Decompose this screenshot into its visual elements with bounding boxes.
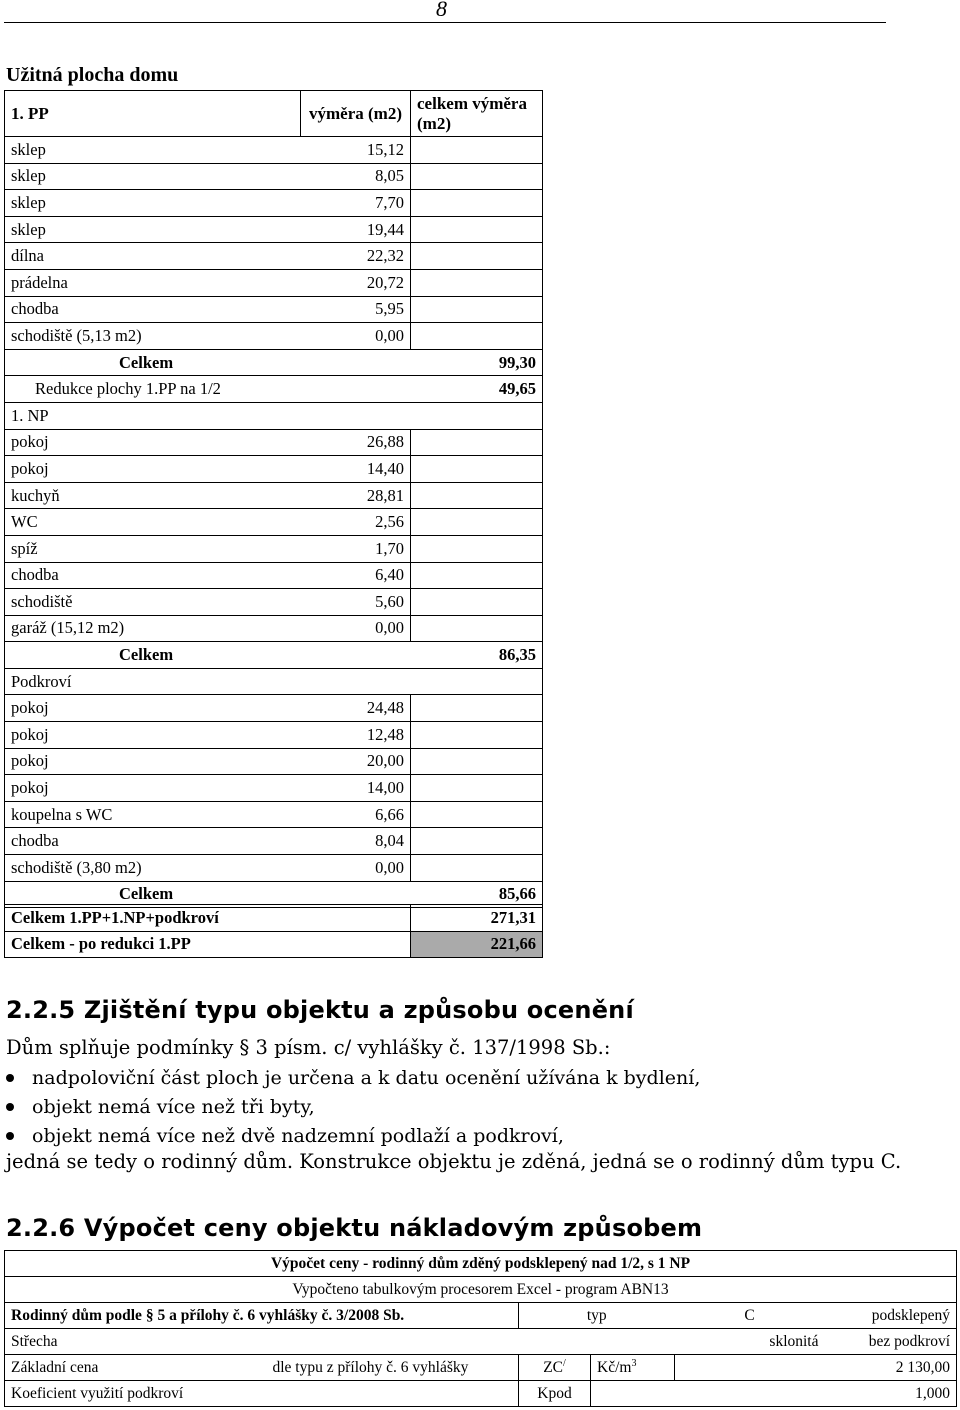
summary-reduced-value: 221,66 (411, 931, 543, 958)
room-row (5, 296, 543, 323)
room-area: 19,44 (301, 216, 411, 243)
room-area: 6,66 (301, 801, 411, 828)
room-total-cell (411, 801, 543, 828)
room-name: chodba (5, 828, 301, 855)
room-row (5, 722, 543, 749)
room-total-cell (411, 562, 543, 589)
summary-total-value: 271,31 (411, 905, 543, 932)
section-225-conclusion: jedná se tedy o rodinný dům. Konstrukce objektu je zděná, jedná se o rodinný dům typu C. (6, 1150, 902, 1173)
room-row (5, 429, 543, 456)
room-area: 6,40 (301, 562, 411, 589)
cost-row-attic-label: Koeficient využití podkroví (5, 1381, 519, 1407)
room-name: pokoj (5, 429, 301, 456)
room-row (5, 855, 543, 882)
col-total-header: celkem výměra (m2) (411, 91, 543, 137)
room-area: 7,70 (301, 190, 411, 217)
pp-reduction-label: Redukce plochy 1.PP na 1/2 (5, 376, 411, 403)
cost-table-title: Výpočet ceny - rodinný dům zděný podsklepený nad 1/2, s 1 NP (5, 1251, 957, 1277)
room-row (5, 695, 543, 722)
summary-table (4, 904, 543, 958)
room-total-cell (411, 429, 543, 456)
cost-row-base-label: Základní cena (5, 1355, 267, 1381)
room-row (5, 589, 543, 616)
cost-row-roof-c2: sklonitá (675, 1329, 825, 1355)
bullet-icon (6, 1132, 14, 1140)
room-total-cell (411, 190, 543, 217)
room-area: 20,00 (301, 748, 411, 775)
room-name: pokoj (5, 775, 301, 802)
attic-total-row-label: Celkem (5, 881, 411, 908)
room-area: 2,56 (301, 509, 411, 536)
room-row (5, 163, 543, 190)
cost-table (4, 1250, 957, 1407)
room-name: sklep (5, 216, 301, 243)
room-name: schodiště (3,80 m2) (5, 855, 301, 882)
room-row (5, 535, 543, 562)
cost-row-base-note: dle typu z přílohy č. 6 vyhlášky (267, 1355, 519, 1381)
np-total-row (5, 642, 543, 669)
room-row (5, 137, 543, 164)
header-rule (4, 22, 886, 23)
floor-label-attic-text: Podkroví (5, 668, 543, 695)
room-area: 0,00 (301, 615, 411, 642)
room-row (5, 190, 543, 217)
cost-row-attic-code: Kpod (519, 1381, 591, 1407)
criteria-item (6, 1064, 700, 1093)
room-row (5, 801, 543, 828)
room-total-cell (411, 269, 543, 296)
cost-row-base-code: ZC/ (519, 1355, 591, 1381)
cost-row-type (5, 1303, 957, 1329)
summary-reduced-row (5, 931, 543, 958)
room-name: dílna (5, 243, 301, 270)
pp-reduction-value: 49,65 (411, 376, 543, 403)
criteria-item (6, 1122, 700, 1151)
room-area: 22,32 (301, 243, 411, 270)
room-total-cell (411, 243, 543, 270)
room-row (5, 323, 543, 350)
area-table (4, 90, 543, 908)
room-total-cell (411, 828, 543, 855)
room-row (5, 456, 543, 483)
page-title: Užitná plocha domu (6, 64, 179, 86)
cost-row-type-label: Rodinný dům podle § 5 a přílohy č. 6 vyhlášky č. 3/2008 Sb. (5, 1303, 519, 1329)
room-total-cell (411, 482, 543, 509)
room-name: schodiště (5,13 m2) (5, 323, 301, 350)
room-area: 8,04 (301, 828, 411, 855)
room-name: chodba (5, 562, 301, 589)
room-total-cell (411, 323, 543, 350)
room-area: 5,95 (301, 296, 411, 323)
pp-reduction-row (5, 376, 543, 403)
np-total-row-value: 86,35 (411, 642, 543, 669)
criteria-item (6, 1093, 700, 1122)
cost-row-base-value: 2 130,00 (825, 1355, 957, 1381)
room-total-cell (411, 216, 543, 243)
cost-row-type-c3: podsklepený (825, 1303, 957, 1329)
room-row (5, 482, 543, 509)
cost-row-type-c2: C (675, 1303, 825, 1329)
page-number: 8 (436, 0, 447, 21)
section-225-intro: Dům splňuje podmínky § 3 písm. c/ vyhlášky č. 137/1998 Sb.: (6, 1036, 611, 1059)
room-name: pokoj (5, 722, 301, 749)
section-heading-225: 2.2.5 Zjištění typu objektu a způsobu ocenění (6, 996, 634, 1024)
room-area: 26,88 (301, 429, 411, 456)
room-name: koupelna s WC (5, 801, 301, 828)
room-area: 0,00 (301, 323, 411, 350)
cost-row-attic-value: 1,000 (825, 1381, 957, 1407)
cost-table-subtitle: Vypočteno tabulkovým procesorem Excel - program ABN13 (5, 1277, 957, 1303)
room-name: chodba (5, 296, 301, 323)
room-area: 12,48 (301, 722, 411, 749)
room-total-cell (411, 296, 543, 323)
section-heading-226: 2.2.6 Výpočet ceny objektu nákladovým způsobem (6, 1214, 703, 1242)
bullet-icon (6, 1074, 14, 1082)
room-area: 8,05 (301, 163, 411, 190)
room-total-cell (411, 509, 543, 536)
room-total-cell (411, 722, 543, 749)
criteria-text: nadpoloviční část ploch je určena a k datu ocenění užívána k bydlení, (32, 1067, 701, 1089)
room-name: garáž (15,12 m2) (5, 615, 301, 642)
floor-label-pp: 1. PP (5, 91, 301, 137)
room-area: 5,60 (301, 589, 411, 616)
cost-row-roof (5, 1329, 957, 1355)
cost-row-attic-coef (5, 1381, 957, 1407)
room-row (5, 562, 543, 589)
bullet-icon (6, 1103, 14, 1111)
room-name: sklep (5, 190, 301, 217)
room-row (5, 243, 543, 270)
room-row (5, 775, 543, 802)
room-name: kuchyň (5, 482, 301, 509)
room-total-cell (411, 615, 543, 642)
room-name: prádelna (5, 269, 301, 296)
room-total-cell (411, 589, 543, 616)
room-total-cell (411, 137, 543, 164)
room-name: pokoj (5, 748, 301, 775)
area-table-header (5, 91, 543, 137)
floor-label-attic (5, 668, 543, 695)
room-total-cell (411, 855, 543, 882)
floor-label-np (5, 402, 543, 429)
cost-row-base-price (5, 1355, 957, 1381)
room-row (5, 509, 543, 536)
summary-reduced-label: Celkem - po redukci 1.PP (5, 931, 411, 958)
col-area-header: výměra (m2) (301, 91, 411, 137)
room-name: spíž (5, 535, 301, 562)
room-row (5, 748, 543, 775)
pp-total-row (5, 349, 543, 376)
room-total-cell (411, 775, 543, 802)
room-name: sklep (5, 137, 301, 164)
room-area: 20,72 (301, 269, 411, 296)
room-area: 1,70 (301, 535, 411, 562)
np-total-row-label: Celkem (5, 642, 411, 669)
room-total-cell (411, 695, 543, 722)
pp-total-row-value: 99,30 (411, 349, 543, 376)
room-area: 0,00 (301, 855, 411, 882)
cost-table-title-row (5, 1251, 957, 1277)
summary-total-label: Celkem 1.PP+1.NP+podkroví (5, 905, 411, 932)
room-total-cell (411, 163, 543, 190)
pp-total-row-label: Celkem (5, 349, 411, 376)
room-area: 14,00 (301, 775, 411, 802)
cost-row-base-unit: $Kč/m^3$ (591, 1355, 675, 1381)
room-area: 15,12 (301, 137, 411, 164)
room-total-cell (411, 535, 543, 562)
cost-row-roof-label: Střecha (5, 1329, 519, 1355)
room-row (5, 216, 543, 243)
summary-total-row (5, 905, 543, 932)
room-total-cell (411, 456, 543, 483)
attic-total-row-value: 85,66 (411, 881, 543, 908)
cost-row-type-c1: typ (519, 1303, 675, 1329)
room-area: 24,48 (301, 695, 411, 722)
criteria-text: objekt nemá více než dvě nadzemní podlaží a podkroví, (32, 1125, 564, 1147)
room-row (5, 269, 543, 296)
criteria-list (6, 1064, 700, 1151)
room-row (5, 828, 543, 855)
criteria-text: objekt nemá více než tři byty, (32, 1096, 315, 1118)
room-name: WC (5, 509, 301, 536)
room-name: pokoj (5, 695, 301, 722)
room-total-cell (411, 748, 543, 775)
floor-label-np: 1. NP (5, 402, 543, 429)
room-name: schodiště (5, 589, 301, 616)
cost-row-roof-c3: bez podkroví (825, 1329, 957, 1355)
room-name: pokoj (5, 456, 301, 483)
room-name: sklep (5, 163, 301, 190)
room-area: 14,40 (301, 456, 411, 483)
room-row (5, 615, 543, 642)
room-area: 28,81 (301, 482, 411, 509)
cost-table-subtitle-row (5, 1277, 957, 1303)
